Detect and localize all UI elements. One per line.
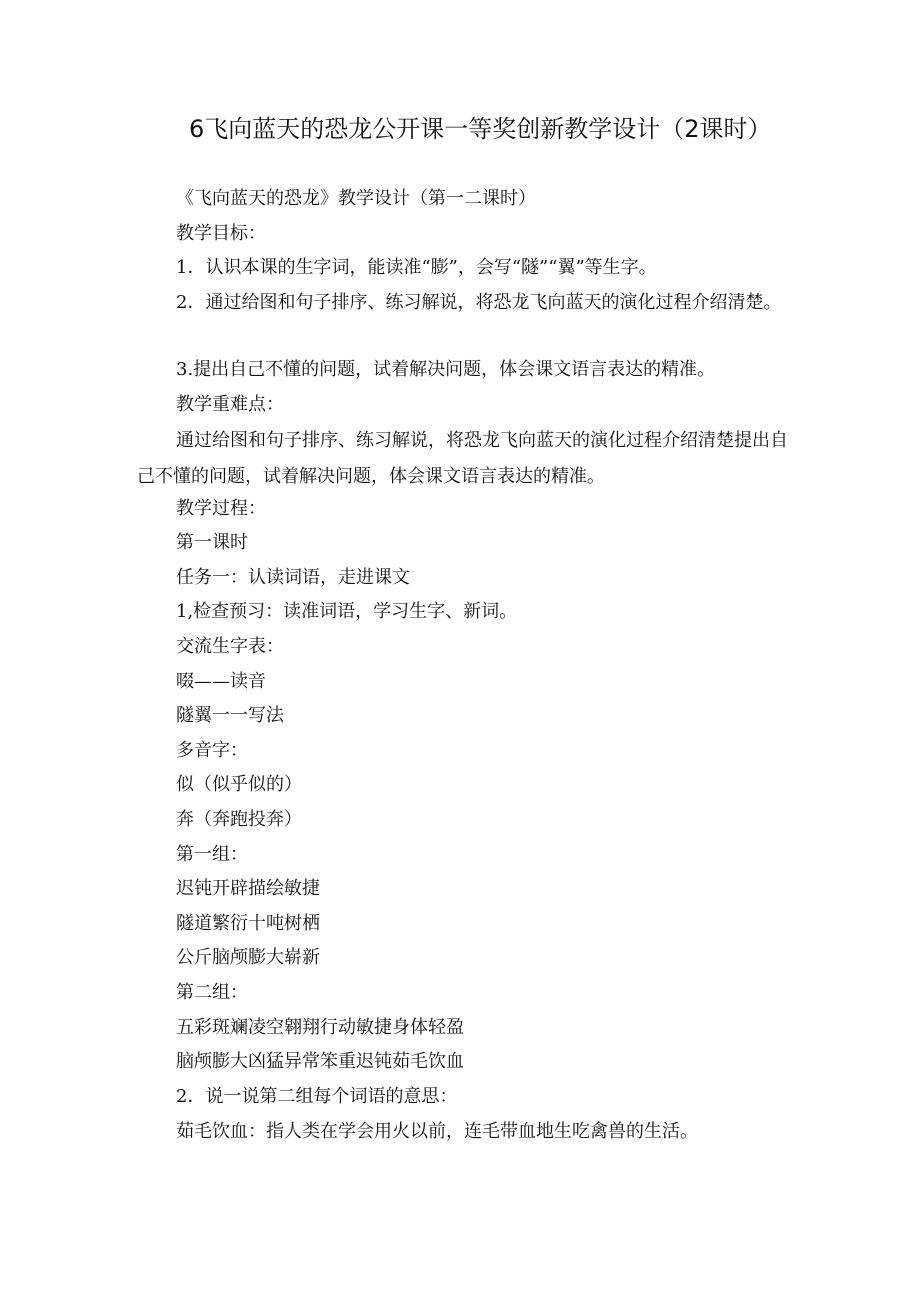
task-heading: 任务一：认读词语，走进课文 <box>176 567 410 588</box>
group-1-heading: 第一组： <box>176 844 248 865</box>
definition-item-1: 茹毛饮血：指人类在学会用火以前，连毛带血地生吃禽兽的生活。 <box>176 1121 698 1142</box>
objective-item-3: 3.提出自己不懂的问题，试着解决问题，体会课文语言表达的精准。 <box>176 359 716 380</box>
polyphone-heading: 多音字： <box>176 740 248 761</box>
group-1-words-3: 公斤脑颅膨大崭新 <box>176 947 320 968</box>
group-1-words-2: 隧道繁衍十吨树栖 <box>176 913 320 934</box>
character-item-2: 隧翼一一写法 <box>176 705 284 726</box>
polyphone-item-1: 似（似乎似的） <box>176 774 302 795</box>
lesson-heading: 第一课时 <box>176 532 248 553</box>
objective-item-2: 2．通过给图和句子排序、练习解说，将恐龙飞向蓝天的演化过程介绍清楚。 <box>176 292 782 313</box>
polyphone-item-2: 奔（奔跑投奔） <box>176 809 302 830</box>
key-points-heading: 教学重难点： <box>176 394 284 415</box>
document-subtitle: 《飞向蓝天的恐龙》教学设计（第一二课时） <box>176 188 536 209</box>
step-2: 2．说一说第二组每个词语的意思： <box>176 1086 458 1107</box>
objectives-heading: 教学目标： <box>176 223 266 244</box>
document-title: 6飞向蓝天的恐龙公开课一等奖创新教学设计（2课时） <box>189 115 772 143</box>
group-2-heading: 第二组： <box>176 982 248 1003</box>
key-points-text: 通过给图和句子排序、练习解说，将恐龙飞向蓝天的演化过程介绍清楚提出自己不懂的问题，试着解决问题，体会课文语言表达的精准。 <box>137 430 788 487</box>
objective-item-1: 1．认识本课的生字词，能读准“膨”，会写“隧”“翼”等生字。 <box>176 257 657 278</box>
step-1: 1,检查预习：读准词语，学习生字、新词。 <box>176 601 518 622</box>
character-item-1: 啜——读音 <box>176 671 266 692</box>
group-2-words-2: 脑颅膨大凶猛异常笨重迟钝茹毛饮血 <box>176 1051 464 1072</box>
exchange-heading: 交流生字表： <box>176 636 284 657</box>
group-2-words-1: 五彩斑斓凌空翱翔行动敏捷身体轻盈 <box>176 1017 464 1038</box>
group-1-words-1: 迟钝开辟描绘敏捷 <box>176 878 320 899</box>
process-heading: 教学过程： <box>176 498 266 519</box>
